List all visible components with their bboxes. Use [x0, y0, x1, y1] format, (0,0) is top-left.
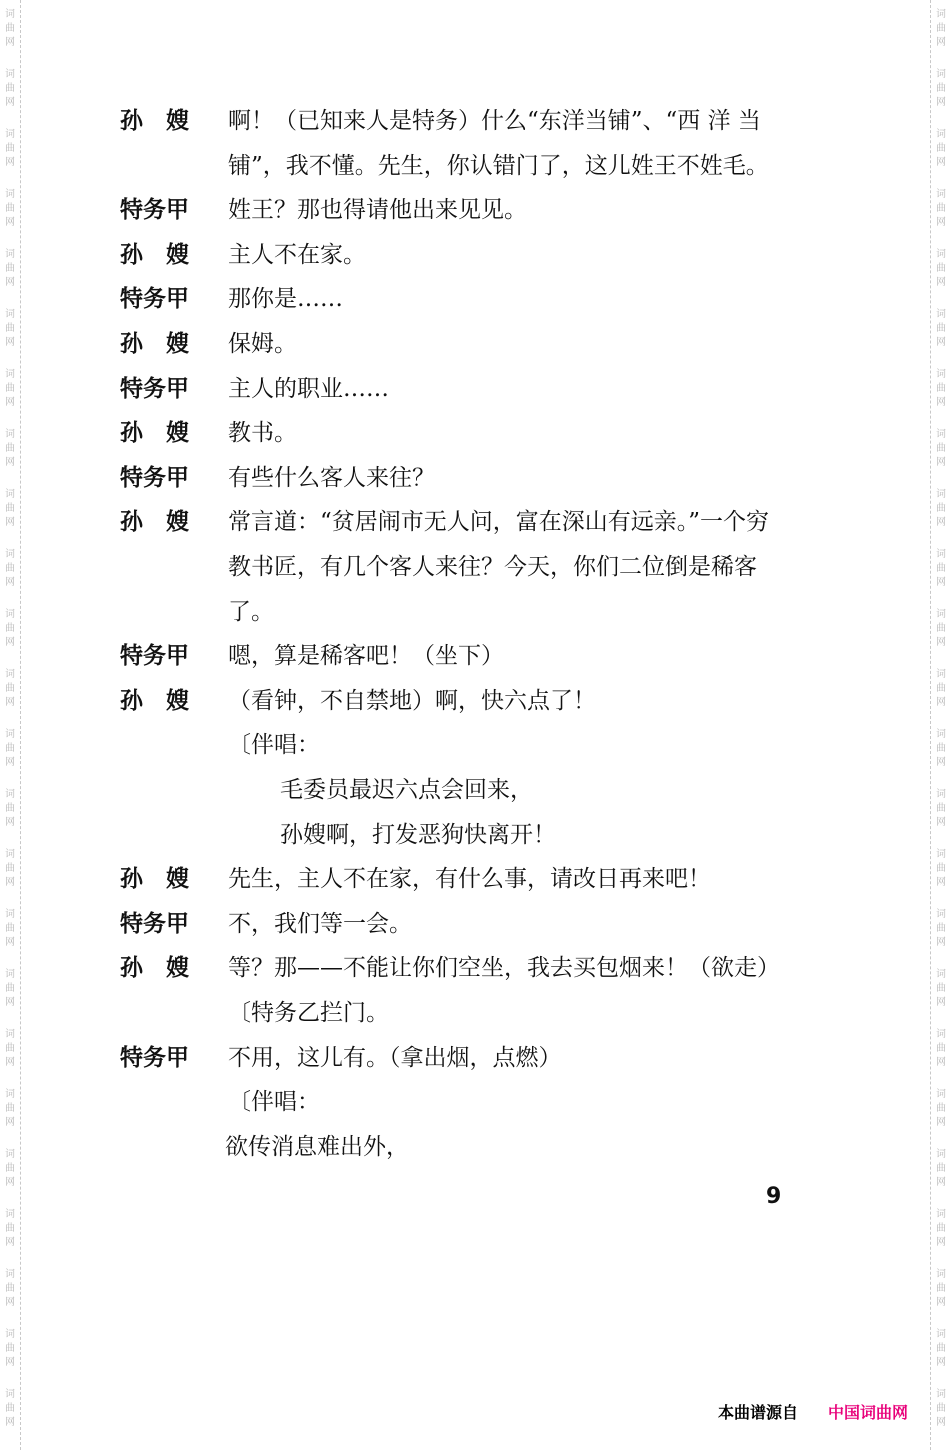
watermark-char: 曲 [936, 23, 946, 34]
watermark-char: 网 [5, 37, 15, 48]
dialogue-text: 那你是…… [228, 286, 343, 313]
watermark-char: 曲 [5, 143, 15, 154]
watermark-char: 曲 [5, 503, 15, 514]
watermark-char: 词 [936, 789, 946, 800]
watermark-char: 网 [936, 1357, 946, 1368]
watermark-char: 词 [936, 669, 946, 680]
dialogue-text: 〔特务乙拦门。 [228, 1000, 389, 1026]
watermark-char: 曲 [5, 1163, 15, 1174]
watermark-char: 曲 [936, 1283, 946, 1294]
watermark-char: 曲 [5, 443, 15, 454]
watermark-char: 曲 [5, 923, 15, 934]
watermark-char: 词 [5, 609, 15, 620]
watermark-char: 曲 [5, 1103, 15, 1114]
dialogue-text: 保姆。 [228, 331, 297, 357]
page-number: 9 [766, 1184, 782, 1209]
watermark-char: 曲 [936, 1163, 946, 1174]
watermark-char: 网 [936, 37, 946, 48]
watermark-char: 曲 [936, 203, 946, 214]
watermark-char: 网 [5, 97, 15, 108]
watermark-char: 词 [936, 429, 946, 440]
dialogue-line [0, 240, 950, 270]
watermark-char: 词 [5, 249, 15, 260]
watermark-char: 曲 [936, 803, 946, 814]
watermark-char: 词 [936, 969, 946, 980]
watermark-char: 词 [936, 1089, 946, 1100]
speaker-name: 孙 嫂 [120, 509, 189, 536]
dialogue-text: 有些什么客人来往？ [228, 464, 435, 491]
dialogue-text: 常言道：“贫居闹市无人问，富在深山有远亲。”一个穷 [228, 509, 770, 536]
dialogue-line [0, 730, 950, 760]
watermark-char: 曲 [936, 923, 946, 934]
watermark-char: 曲 [936, 683, 946, 694]
watermark-char: 网 [936, 517, 946, 528]
watermark-char: 曲 [936, 1343, 946, 1354]
watermark-char: 词 [5, 369, 15, 380]
dialogue-line [0, 329, 950, 359]
speaker-name: 特务甲 [120, 1044, 189, 1071]
watermark-char: 词 [5, 729, 15, 740]
watermark-char: 词 [5, 309, 15, 320]
speaker-name: 孙 嫂 [120, 866, 189, 893]
dialogue-line [0, 909, 950, 939]
watermark-char: 曲 [5, 323, 15, 334]
dialogue-line [0, 1132, 950, 1162]
watermark-char: 词 [5, 549, 15, 560]
watermark-char: 网 [5, 937, 15, 948]
watermark-char: 词 [5, 489, 15, 500]
watermark-char: 曲 [936, 863, 946, 874]
song-lyric: 孙嫂啊，打发恶狗快离开！ [280, 821, 556, 848]
speaker-name: 特务甲 [120, 910, 189, 937]
watermark-char: 词 [5, 1389, 15, 1400]
dialogue-line [0, 1087, 950, 1117]
watermark-char: 曲 [936, 323, 946, 334]
footer-source-label: 本曲谱源自 [718, 1403, 799, 1422]
speaker-name: 孙 嫂 [120, 331, 189, 357]
dialogue-text: 姓王？那也得请他出来见见。 [228, 197, 527, 224]
watermark-char: 网 [936, 1297, 946, 1308]
watermark-char: 网 [5, 997, 15, 1008]
watermark-char: 曲 [936, 1403, 946, 1414]
watermark-char: 词 [936, 69, 946, 80]
watermark-char: 网 [5, 277, 15, 288]
watermark-text [933, 1328, 949, 1370]
watermark-char: 网 [936, 817, 946, 828]
dialogue-line [0, 597, 950, 627]
watermark-char: 词 [5, 1029, 15, 1040]
watermark-char: 网 [5, 697, 15, 708]
watermark-char: 词 [936, 9, 946, 20]
watermark-text [933, 8, 949, 50]
dialogue-line [0, 775, 950, 805]
watermark-char: 词 [5, 849, 15, 860]
watermark-char: 曲 [936, 743, 946, 754]
dialogue-line [0, 864, 950, 894]
dialogue-line [0, 418, 950, 448]
watermark-char: 词 [5, 129, 15, 140]
watermark-char: 网 [936, 1177, 946, 1188]
dialogue-line [0, 953, 950, 983]
watermark-char: 曲 [5, 803, 15, 814]
speaker-name: 特务甲 [120, 464, 189, 491]
watermark-char: 网 [936, 577, 946, 588]
watermark-char: 曲 [936, 143, 946, 154]
watermark-char: 网 [5, 337, 15, 348]
watermark-char: 网 [936, 697, 946, 708]
dialogue-text: 教书匠，有几个客人来往？今天，你们二位倒是稀客 [228, 554, 757, 580]
watermark-char: 曲 [936, 503, 946, 514]
watermark-char: 词 [936, 909, 946, 920]
watermark-char: 曲 [936, 623, 946, 634]
watermark-char: 曲 [5, 263, 15, 274]
watermark-char: 曲 [5, 563, 15, 574]
watermark-char: 曲 [5, 1043, 15, 1054]
watermark-text [933, 1388, 949, 1430]
watermark-char: 曲 [936, 83, 946, 94]
watermark-text [2, 8, 18, 50]
watermark-char: 曲 [5, 683, 15, 694]
watermark-text [2, 1388, 18, 1430]
dialogue-line [0, 507, 950, 537]
speaker-name: 特务甲 [120, 197, 189, 224]
watermark-char: 词 [5, 669, 15, 680]
dialogue-text: 主人的职业…… [228, 375, 389, 402]
dialogue-line [0, 820, 950, 850]
watermark-char: 词 [936, 849, 946, 860]
watermark-char: 词 [936, 1029, 946, 1040]
watermark-char: 网 [5, 397, 15, 408]
watermark-char: 网 [5, 1357, 15, 1368]
watermark-char: 词 [936, 1209, 946, 1220]
speaker-name: 孙 嫂 [120, 955, 189, 982]
watermark-text [933, 1208, 949, 1250]
watermark-char: 词 [936, 549, 946, 560]
watermark-char: 曲 [5, 983, 15, 994]
footer-site-link[interactable]: 中国词曲网 [828, 1403, 909, 1422]
speaker-name: 孙 嫂 [120, 241, 189, 268]
dialogue-text: 啊！（已知来人是特务）什么“东洋当铺”、“西 洋 当 [228, 108, 761, 134]
watermark-char: 词 [5, 1149, 15, 1160]
song-lyric: 毛委员最迟六点会回来， [280, 777, 533, 803]
dialogue-line [0, 641, 950, 671]
watermark-char: 词 [936, 489, 946, 500]
watermark-text [933, 68, 949, 110]
watermark-char: 曲 [936, 1043, 946, 1054]
watermark-char: 曲 [936, 983, 946, 994]
dialogue-text: 不用，这儿有。（拿出烟，点燃） [228, 1044, 562, 1071]
watermark-char: 网 [5, 1117, 15, 1128]
watermark-char: 词 [5, 429, 15, 440]
dialogue-text: 先生，主人不在家，有什么事，请改日再来吧！ [228, 866, 711, 893]
watermark-char: 词 [936, 1389, 946, 1400]
watermark-char: 网 [936, 217, 946, 228]
dialogue-line [0, 1043, 950, 1073]
watermark-char: 词 [936, 249, 946, 260]
watermark-char: 曲 [936, 563, 946, 574]
watermark-char: 网 [936, 277, 946, 288]
watermark-char: 曲 [5, 1403, 15, 1414]
watermark-char: 网 [5, 1297, 15, 1308]
watermark-char: 曲 [5, 743, 15, 754]
watermark-char: 词 [5, 1329, 15, 1340]
watermark-char: 网 [936, 1057, 946, 1068]
watermark-char: 曲 [936, 263, 946, 274]
watermark-char: 词 [5, 69, 15, 80]
watermark-char: 曲 [936, 1103, 946, 1114]
watermark-char: 网 [936, 457, 946, 468]
dialogue-line [0, 463, 950, 493]
watermark-char: 网 [5, 157, 15, 168]
watermark-char: 网 [936, 1417, 946, 1428]
watermark-char: 词 [936, 1269, 946, 1280]
watermark-char: 词 [936, 1329, 946, 1340]
dialogue-line [0, 998, 950, 1028]
dialogue-text: 铺”，我不懂。先生，你认错门了，这儿姓王不姓毛。 [228, 152, 769, 179]
dialogue-text: 欲传消息难出外， [225, 1133, 409, 1160]
watermark-char: 曲 [5, 1283, 15, 1294]
dialogue-text: 了。 [228, 598, 274, 625]
dialogue-text: 等？那——不能让你们空坐，我去买包烟来！（欲走） [228, 955, 780, 982]
dialogue-line [0, 195, 950, 225]
watermark-char: 词 [5, 189, 15, 200]
watermark-char: 曲 [936, 1223, 946, 1234]
watermark-char: 网 [5, 757, 15, 768]
watermark-char: 曲 [5, 623, 15, 634]
watermark-char: 网 [5, 877, 15, 888]
watermark-char: 曲 [5, 23, 15, 34]
watermark-char: 词 [936, 129, 946, 140]
speaker-name: 孙 嫂 [120, 420, 189, 447]
dialogue-text: 主人不在家。 [228, 241, 366, 268]
watermark-char: 曲 [5, 863, 15, 874]
watermark-text [2, 1268, 18, 1310]
watermark-char: 曲 [936, 383, 946, 394]
watermark-char: 网 [5, 817, 15, 828]
dialogue-text: 〔伴唱： [228, 1089, 320, 1116]
watermark-char: 曲 [5, 203, 15, 214]
speaker-name: 特务甲 [120, 375, 189, 402]
dialogue-line [0, 552, 950, 582]
dialogue-text: 不，我们等一会。 [228, 910, 412, 937]
dialogue-line [0, 686, 950, 716]
speaker-name: 特务甲 [120, 643, 189, 670]
watermark-char: 网 [936, 1117, 946, 1128]
dialogue-line [0, 374, 950, 404]
watermark-char: 网 [5, 1177, 15, 1188]
speaker-name: 孙 嫂 [120, 108, 189, 134]
speaker-name: 特务甲 [120, 286, 189, 313]
watermark-char: 网 [936, 997, 946, 1008]
watermark-text [2, 68, 18, 110]
watermark-text [2, 1208, 18, 1250]
watermark-char: 词 [5, 969, 15, 980]
speaker-name: 孙 嫂 [120, 687, 189, 714]
watermark-char: 词 [5, 789, 15, 800]
watermark-char: 网 [5, 1237, 15, 1248]
watermark-char: 词 [5, 1269, 15, 1280]
watermark-char: 曲 [5, 1343, 15, 1354]
dialogue-line [0, 106, 950, 136]
dialogue-text: 教书。 [228, 420, 297, 447]
watermark-char: 网 [936, 637, 946, 648]
watermark-char: 词 [936, 309, 946, 320]
dialogue-line [0, 284, 950, 314]
watermark-char: 网 [936, 877, 946, 888]
watermark-char: 网 [936, 937, 946, 948]
watermark-char: 词 [5, 1209, 15, 1220]
watermark-char: 网 [5, 457, 15, 468]
watermark-char: 词 [936, 1149, 946, 1160]
watermark-char: 词 [936, 369, 946, 380]
dialogue-line [0, 151, 950, 181]
watermark-char: 词 [5, 1089, 15, 1100]
watermark-text [2, 1328, 18, 1370]
dialogue-text: 〔伴唱： [228, 732, 320, 759]
watermark-char: 网 [936, 757, 946, 768]
watermark-char: 曲 [5, 383, 15, 394]
watermark-char: 网 [5, 217, 15, 228]
watermark-char: 词 [936, 729, 946, 740]
dialogue-text: 嗯，算是稀客吧！（坐下） [228, 643, 504, 670]
watermark-char: 网 [5, 637, 15, 648]
watermark-char: 网 [936, 397, 946, 408]
watermark-char: 网 [5, 1417, 15, 1428]
watermark-char: 网 [936, 337, 946, 348]
watermark-char: 网 [936, 157, 946, 168]
watermark-char: 网 [5, 1057, 15, 1068]
watermark-char: 网 [936, 97, 946, 108]
dialogue-text: （看钟，不自禁地）啊，快六点了！ [228, 687, 596, 714]
watermark-char: 词 [936, 609, 946, 620]
watermark-char: 网 [936, 1237, 946, 1248]
watermark-char: 网 [5, 577, 15, 588]
watermark-char: 网 [5, 517, 15, 528]
watermark-char: 曲 [5, 1223, 15, 1234]
watermark-char: 词 [936, 189, 946, 200]
watermark-char: 词 [5, 909, 15, 920]
watermark-char: 词 [5, 9, 15, 20]
watermark-char: 曲 [5, 83, 15, 94]
watermark-text [933, 1268, 949, 1310]
watermark-char: 曲 [936, 443, 946, 454]
